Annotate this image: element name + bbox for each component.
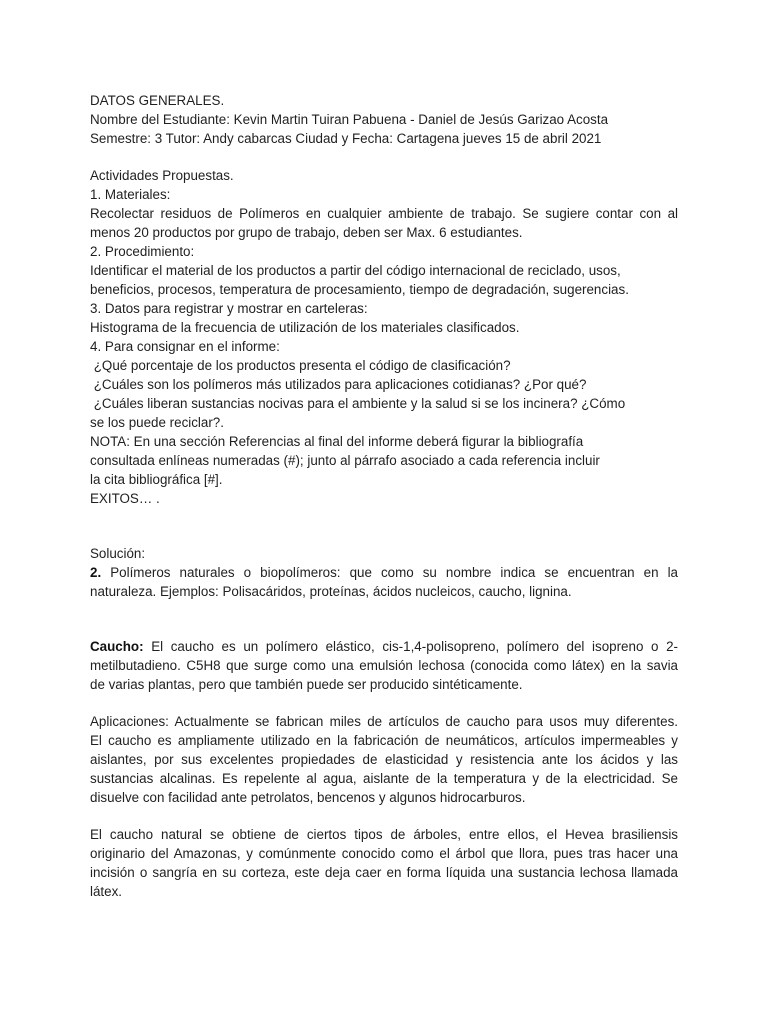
student-names: Nombre del Estudiante: Kevin Martin Tuiran Pabuena - Daniel de Jesús Garizao Acosta — [90, 112, 609, 127]
section-1-text: Recolectar residuos de Polímeros en cualquier ambiente de trabajo. Se sugiere contar con al — [90, 206, 678, 221]
caucho-text: de varias plantas, pero que también puede ser producido sintéticamente. — [90, 677, 523, 692]
note-text: consultada enlíneas numeradas (#); junto al párrafo asociado a cada referencia incluir — [90, 453, 600, 468]
natural-rubber-text: incisión o sangría en su corteza, este deja caer en forma líquida una sustancia lechosa llamada — [90, 865, 678, 880]
natural-rubber-text: originario del Amazonas, y comúnmente conocido como el árbol que llora, pues tras hacer una — [90, 846, 678, 861]
point-text: Polímeros naturales o biopolímeros: que como su nombre indica se encuentran en la — [101, 565, 678, 580]
natural-rubber-text: látex. — [90, 884, 123, 899]
semester-info: Semestre: 3 Tutor: Andy cabarcas Ciudad y Fecha: Cartagena jueves 15 de abril 2021 — [90, 131, 602, 146]
section-4-title: 4. Para consignar en el informe: — [90, 339, 280, 354]
section-1-text: menos 20 productos por grupo de trabajo, deben ser Max. 6 estudiantes. — [90, 225, 523, 240]
question-3: ¿Cuáles liberan sustancias nocivas para el ambiente y la salud si se los incinera? ¿Cómo — [90, 396, 626, 411]
note-text: la cita bibliográfica [#]. — [90, 472, 223, 487]
activities-heading: Actividades Propuestas. — [90, 168, 234, 183]
solution-point-2 — [90, 564, 678, 583]
point-number: 2. — [90, 565, 102, 580]
natural-rubber-text: El caucho natural se obtiene de ciertos tipos de árboles, entre ellos, el Hevea brasiliensis — [90, 827, 678, 842]
section-3-text: Histograma de la frecuencia de utilización de los materiales clasificados. — [90, 320, 520, 335]
section-1-title: 1. Materiales: — [90, 187, 171, 202]
question-3: se los puede reciclar?. — [90, 415, 224, 430]
caucho-text: El caucho es un polímero elástico, cis-1,4-polisopreno, polímero del isopreno o 2- — [143, 639, 678, 654]
applications-text: sustancias alcalinas. Es repelente al agua, aislante de la temperatura y de la electricidad. Se — [90, 771, 678, 786]
applications-text: El caucho es ampliamente utilizado en la fabricación de neumáticos, artículos impermeables y — [90, 733, 678, 748]
caucho-paragraph — [90, 638, 678, 657]
closing-text: EXITOS… . — [90, 491, 160, 506]
question-1: ¿Qué porcentaje de los productos presenta el código de clasificación? — [90, 358, 511, 373]
caucho-text: metilbutadieno. C5H8 que surge como una emulsión lechosa (conocida como látex) en la savia — [90, 658, 678, 673]
applications-text: Aplicaciones: Actualmente se fabrican miles de artículos de caucho para usos muy diferentes. — [90, 714, 678, 729]
solution-heading: Solución: — [90, 546, 146, 561]
section-3-title: 3. Datos para registrar y mostrar en carteleras: — [90, 301, 368, 316]
applications-text: disuelve con facilidad ante petrolatos, bencenos y algunos hidrocarburos. — [90, 790, 526, 805]
question-2: ¿Cuáles son los polímeros más utilizados para aplicaciones cotidianas? ¿Por qué? — [90, 377, 587, 392]
section-2-text: beneficios, procesos, temperatura de procesamiento, tiempo de degradación, sugerencias. — [90, 282, 629, 297]
section-2-title: 2. Procedimiento: — [90, 244, 195, 259]
general-heading: DATOS GENERALES. — [90, 93, 225, 108]
applications-text: aislantes, por sus excelentes propiedades de elasticidad y resistencia ante los ácidos y las — [90, 752, 678, 767]
note-text: NOTA: En una sección Referencias al final del informe deberá figurar la bibliografía — [90, 434, 584, 449]
section-2-text: Identificar el material de los productos a partir del código internacional de reciclado, usos, — [90, 263, 621, 278]
solution-point-2-text: naturaleza. Ejemplos: Polisacáridos, proteínas, ácidos nucleicos, caucho, lignina. — [90, 584, 572, 599]
caucho-label: Caucho: — [90, 639, 144, 654]
